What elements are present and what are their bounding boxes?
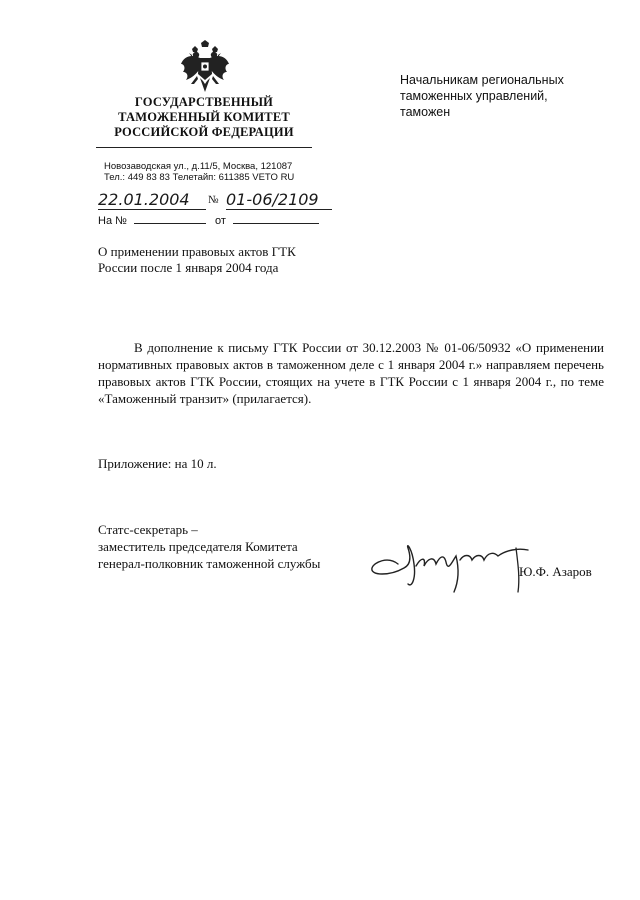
signatory-line: заместитель председателя Комитета <box>98 539 298 554</box>
contacts-line: Тел.: 449 83 83 Телетайп: 611385 VETO RU <box>104 172 295 183</box>
signatory-line: Статс-секретарь – <box>98 522 198 537</box>
reference-date-blank <box>233 213 319 224</box>
appendix-note: Приложение: на 10 л. <box>98 456 217 471</box>
registration-row <box>98 190 338 210</box>
addressee-line: таможенных управлений, <box>400 89 548 103</box>
organization-line: ГОСУДАРСТВЕННЫЙ <box>134 95 274 109</box>
signatory-title <box>98 521 320 572</box>
organization-line: РОССИЙСКОЙ ФЕДЕРАЦИИ <box>114 125 294 139</box>
addressee-line: таможен <box>400 105 451 119</box>
registration-number: 01-06/2109 <box>226 190 332 210</box>
reference-row <box>98 213 319 227</box>
registration-date: 22.01.2004 <box>98 190 206 210</box>
addressee <box>400 72 564 120</box>
reference-from-label: от <box>215 215 226 227</box>
addressee-line: Начальникам региональных <box>400 73 564 87</box>
letter-subject: О применении правовых актов ГТК России после 1 января 2004 года <box>98 244 296 275</box>
address-line: Новозаводская ул., д.11/5, Москва, 121087 <box>104 161 293 172</box>
organization-line: ТАМОЖЕННЫЙ КОМИТЕТ <box>118 110 290 124</box>
handwritten-signature <box>368 534 538 594</box>
signatory-line: генерал-полковник таможенной службы <box>98 556 321 571</box>
organization-name <box>100 95 308 140</box>
divider <box>96 147 312 148</box>
letter-body: В дополнение к письму ГТК России от 30.12.2003 № 01-06/50932 «О применении нормативных правовых актов в таможенном деле с 1 января 2004 г.» направляем перечень правовых актов ГТК России, стоящих на учете в ГТК России с 1 января 2004 г., по теме «Таможенный транзит» (прилагается). <box>98 340 604 406</box>
signatory-name: Ю.Ф. Азаров <box>519 564 592 579</box>
double-headed-eagle-icon <box>180 40 230 94</box>
number-sign: № <box>208 194 219 206</box>
organization-address <box>104 161 294 183</box>
reference-label: На № <box>98 215 127 227</box>
reference-number-blank <box>134 213 206 224</box>
